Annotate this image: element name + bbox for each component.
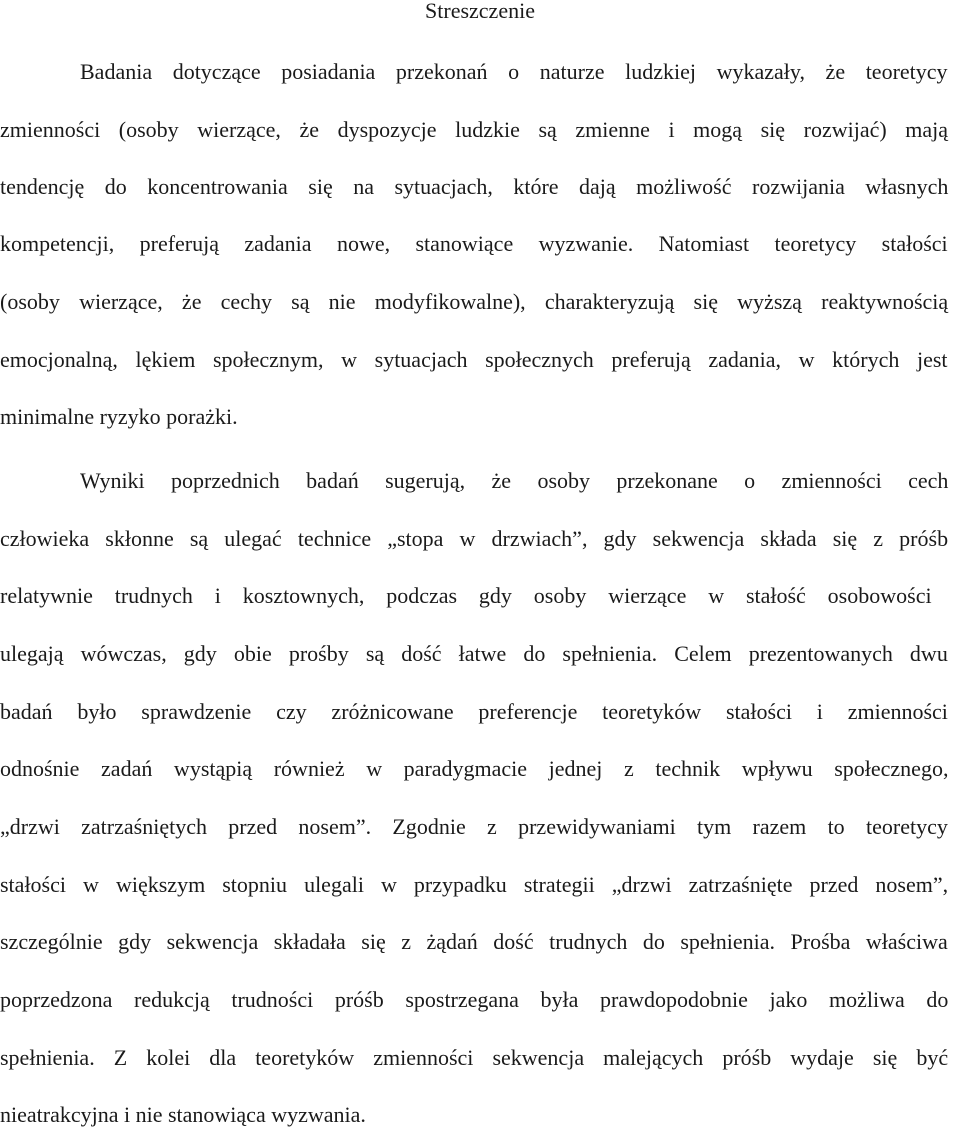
paragraph-line: nieatrakcyjna i nie stanowiąca wyzwania.	[0, 1102, 366, 1127]
paragraph-line: „drzwi zatrzaśniętych przed nosem”. Zgodnie z przewidywaniami tym razem to teoretycy	[0, 814, 948, 839]
page-title: Streszczenie	[425, 0, 535, 23]
paragraph-line: człowieka skłonne są ulegać technice „stopa w drzwiach”, gdy sekwencja składa się z próśb	[0, 526, 949, 551]
paragraph-line: Wyniki poprzednich badań sugerują, że osoby przekonane o zmienności cech	[80, 468, 949, 493]
paragraph-line: relatywnie trudnych i kosztownych, podczas gdy osoby wierzące w stałość osobowości	[0, 583, 932, 608]
paragraph-line: szczególnie gdy sekwencja składała się z żądań dość trudnych do spełnienia. Prośba właściwa	[0, 929, 948, 954]
paragraph-line: spełnienia. Z kolei dla teoretyków zmienności sekwencja malejących próśb wydaje się być	[0, 1045, 949, 1070]
paragraph-line: poprzedzona redukcją trudności próśb spostrzegana była prawdopodobnie jako możliwa do	[0, 987, 949, 1012]
paragraph-line: stałości w większym stopniu ulegali w przypadku strategii „drzwi zatrzaśnięte przed nosem”,	[0, 872, 949, 897]
paragraph-line: kompetencji, preferują zadania nowe, stanowiące wyzwanie. Natomiast teoretycy stałości	[0, 231, 948, 256]
paragraph-line: (osoby wierzące, że cechy są nie modyfikowalne), charakteryzują się wyższą reaktywnością	[0, 289, 949, 314]
paragraph-line: ulegają wówczas, gdy obie prośby są dość łatwe do spełnienia. Celem prezentowanych dwu	[0, 641, 948, 666]
paragraph-line: badań było sprawdzenie czy zróżnicowane preferencje teoretyków stałości i zmienności	[0, 699, 948, 724]
paragraph-line: minimalne ryzyko porażki.	[0, 404, 238, 429]
paragraph-line: Badania dotyczące posiadania przekonań o naturze ludzkiej wykazały, że teoretycy	[80, 59, 948, 84]
paragraph-line: tendencję do koncentrowania się na sytuacjach, które dają możliwość rozwijania własnych	[0, 174, 949, 199]
paragraph-line: emocjonalną, lękiem społecznym, w sytuacjach społecznych preferują zadania, w których jest	[0, 347, 948, 372]
paragraph-line: odnośnie zadań wystąpią również w paradygmacie jednej z technik wpływu społecznego,	[0, 756, 949, 781]
paragraph-line: zmienności (osoby wierzące, że dyspozycje ludzkie są zmienne i mogą się rozwijać) mają	[0, 117, 949, 142]
